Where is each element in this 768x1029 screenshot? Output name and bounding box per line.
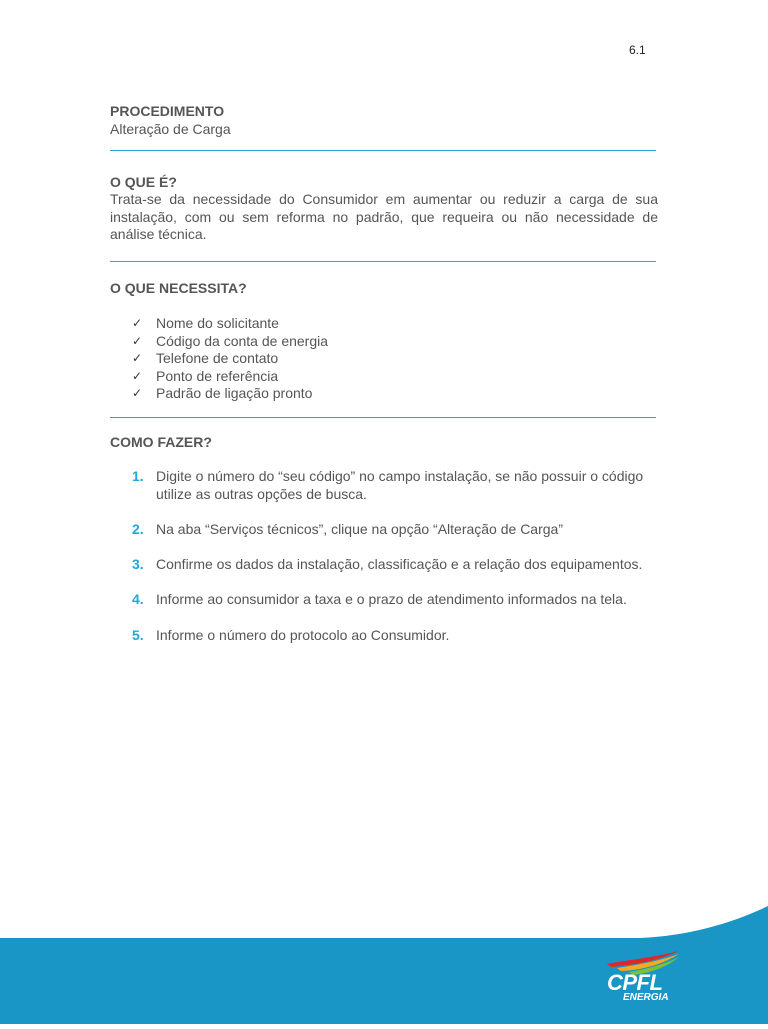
title-main: PROCEDIMENTO (110, 103, 225, 119)
step-number: 5. (132, 626, 144, 643)
section-heading: COMO FAZER? (110, 434, 212, 450)
section-body-text: Trata-se da necessidade do Consumidor em aumentar ou reduzir a carga de sua instalação, com ou sem reforma no padrão, que requeira ou não necessidade de análise técnica. (110, 191, 658, 243)
cpfl-logo (603, 948, 683, 1008)
list-item (110, 385, 658, 403)
list-item (110, 333, 658, 351)
checkmark-icon: ✓ (132, 316, 143, 330)
list-item-label: Código da conta de energia (156, 332, 329, 349)
list-item (110, 368, 658, 386)
step-number: 1. (132, 468, 144, 484)
list-item-label: Nome do solicitante (156, 315, 279, 331)
page-number: 6.1 (629, 43, 646, 57)
checkmark-icon: ✓ (132, 368, 143, 383)
list-item (110, 315, 658, 333)
step-number: 2. (132, 520, 144, 537)
section-what-is (110, 173, 658, 244)
list-item-label: Telefone de contato (156, 350, 279, 367)
step-number: 4. (132, 591, 144, 608)
section-how-to (110, 433, 658, 662)
step-number: 3. (132, 556, 144, 573)
steps-list (110, 468, 658, 644)
step-item (110, 521, 658, 539)
checkmark-icon: ✓ (132, 333, 143, 348)
step-text: Confirme os dados da instalação, classificação e a relação dos equipamentos. (156, 556, 643, 573)
list-item-label: Ponto de referência (156, 367, 279, 384)
document-title (110, 102, 658, 138)
divider (110, 261, 656, 262)
step-item (110, 556, 658, 574)
divider (110, 417, 656, 418)
step-text: Na aba “Serviços técnicos”, clique na opção “Alteração de Carga” (156, 520, 563, 537)
logo-text: CPFL (607, 970, 663, 995)
section-heading: O QUE É? (110, 174, 177, 190)
checkmark-icon: ✓ (132, 386, 143, 401)
section-needs (110, 279, 658, 403)
requirements-list (110, 315, 658, 403)
step-text: Informe o número do protocolo ao Consumidor. (156, 626, 450, 643)
list-item (110, 350, 658, 368)
checkmark-icon: ✓ (132, 351, 143, 366)
step-item (110, 591, 658, 609)
section-heading: O QUE NECESSITA? (110, 280, 247, 296)
step-item (110, 627, 658, 645)
step-item (110, 468, 658, 504)
list-item-label: Padrão de ligação pronto (156, 385, 313, 402)
title-sub: Alteração de Carga (110, 121, 231, 137)
step-text: Digite o número do “seu código” no campo instalação, se não possuir o código utilize as outras opções de busca. (156, 468, 644, 502)
divider (110, 150, 656, 151)
step-text: Informe ao consumidor a taxa e o prazo de atendimento informados na tela. (156, 591, 627, 608)
logo-subtext: ENERGIA (623, 992, 669, 1003)
